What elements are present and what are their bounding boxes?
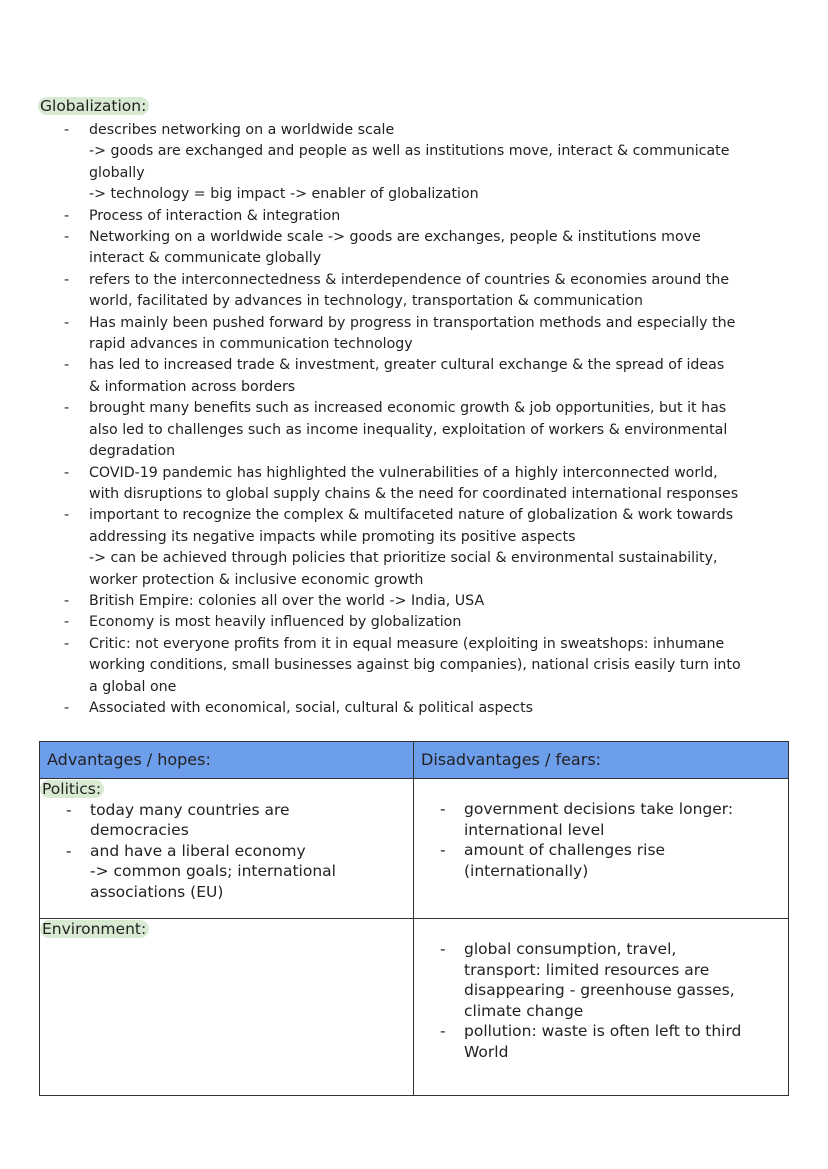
- list-item-line: Critic: not everyone profits from it in equal measure (exploiting in sweatshops: inhumane: [89, 635, 725, 652]
- list-item: [60, 634, 800, 698]
- politics-disadvantages-cell: [414, 779, 789, 919]
- list-item-line: transport: limited resources are: [464, 960, 710, 979]
- list-item: [40, 841, 413, 903]
- list-item-line: World: [464, 1042, 509, 1061]
- dash-bullet: -: [64, 699, 70, 716]
- list-item: [60, 398, 800, 462]
- environment-disadvantages-cell: [414, 919, 789, 1096]
- dash-bullet: -: [64, 229, 70, 246]
- list-item-line: Networking on a worldwide scale -> goods are exchanges, people & institutions move: [89, 229, 701, 246]
- list-item-line: climate change: [464, 1001, 584, 1020]
- list-item-line: global consumption, travel,: [464, 940, 677, 958]
- list-item-line: associations (EU): [90, 882, 224, 901]
- header-disadvantages: Disadvantages / fears:: [414, 742, 789, 779]
- environment-advantages-cell: [40, 919, 414, 1096]
- list-item: [414, 1021, 788, 1062]
- dash-bullet: -: [440, 800, 446, 818]
- list-item-line: describes networking on a worldwide scale: [89, 122, 395, 138]
- list-item-line: (internationally): [464, 861, 589, 880]
- list-item-line: Associated with economical, social, cultural & political aspects: [89, 699, 534, 716]
- list-item-line: important to recognize the complex & multifaceted nature of globalization & work towards: [89, 507, 734, 524]
- dash-bullet: -: [64, 400, 70, 417]
- list-item-line: degradation: [89, 443, 176, 460]
- table-header-row: [40, 742, 789, 779]
- list-item: [60, 698, 800, 719]
- list-item-line: globally: [89, 164, 145, 181]
- list-item-line: -> can be achieved through policies that prioritize social & environmental sustainability,: [89, 550, 718, 567]
- list-item: [60, 313, 800, 356]
- dash-bullet: -: [64, 614, 70, 631]
- list-item-line: also led to challenges such as income inequality, exploitation of workers & environmental: [89, 421, 728, 438]
- politics-advantages-list: [40, 800, 413, 903]
- dash-bullet: -: [64, 271, 70, 288]
- dash-bullet: -: [64, 507, 70, 524]
- dash-bullet: -: [66, 841, 72, 860]
- dash-bullet: -: [64, 635, 70, 652]
- list-item: [60, 505, 800, 591]
- dash-bullet: -: [64, 122, 70, 138]
- list-item-line: COVID-19 pandemic has highlighted the vulnerabilities of a highly interconnected world,: [89, 464, 718, 481]
- list-item-line: amount of challenges rise: [464, 841, 666, 859]
- table-row-environment: [40, 919, 789, 1096]
- highlighted-heading: Globalization:: [38, 97, 149, 115]
- list-item-line: & information across borders: [89, 378, 296, 395]
- dash-bullet: -: [440, 940, 446, 958]
- list-item-line: Economy is most heavily influenced by globalization: [89, 614, 462, 631]
- politics-advantages-cell: [40, 779, 414, 919]
- list-item-line: a global one: [89, 678, 177, 695]
- list-item: [60, 463, 800, 506]
- list-item: [60, 270, 800, 313]
- dash-bullet: -: [64, 314, 70, 331]
- list-item-line: international level: [464, 820, 605, 839]
- dash-bullet: -: [64, 592, 70, 609]
- list-item-line: and have a liberal economy: [90, 841, 306, 860]
- list-item-line: has led to increased trade & investment, greater cultural exchange & the spread of ideas: [89, 357, 725, 374]
- table-row-politics: [40, 779, 789, 919]
- list-item-line: with disruptions to global supply chains & the need for coordinated international responses: [89, 485, 739, 502]
- dash-bullet: -: [440, 1022, 446, 1040]
- politics-disadvantages-list: [414, 799, 788, 881]
- list-item: [60, 227, 800, 270]
- list-item: [60, 355, 800, 398]
- list-item-line: -> goods are exchanged and people as well as institutions move, interact & communicate: [89, 143, 730, 160]
- politics-label: Politics:: [40, 780, 104, 798]
- list-item: [40, 800, 413, 841]
- list-item: [60, 612, 800, 633]
- list-item-line: world, facilitated by advances in technology, transportation & communication: [89, 293, 644, 310]
- dash-bullet: -: [64, 207, 70, 224]
- list-item-line: rapid advances in communication technology: [89, 336, 413, 353]
- list-item-line: disappearing - greenhouse gasses,: [464, 981, 735, 999]
- comparison-table: [39, 741, 789, 1096]
- list-item: [414, 840, 788, 881]
- list-item-line: addressing its negative impacts while promoting its positive aspects: [89, 528, 576, 545]
- dash-bullet: -: [64, 464, 70, 481]
- list-item-line: -> technology = big impact -> enabler of globalization: [89, 186, 479, 203]
- list-item-line: worker protection & inclusive economic growth: [89, 571, 424, 588]
- list-item-line: -> common goals; international: [90, 862, 336, 880]
- list-item-line: brought many benefits such as increased economic growth & job opportunities, but it has: [89, 400, 727, 417]
- list-item-line: today many countries are: [90, 800, 290, 819]
- page-title: [38, 96, 149, 116]
- list-item: [414, 799, 788, 840]
- list-item: [60, 206, 800, 227]
- list-item: [60, 591, 800, 612]
- list-item: [414, 939, 788, 1021]
- dash-bullet: -: [66, 800, 72, 819]
- notes-list: [60, 120, 800, 719]
- environment-disadvantages-list: [414, 939, 788, 1062]
- list-item-line: refers to the interconnectedness & interdependence of countries & economies around the: [89, 271, 730, 288]
- list-item-line: Process of interaction & integration: [89, 207, 341, 224]
- list-item-line: interact & communicate globally: [89, 250, 322, 267]
- list-item: [60, 120, 800, 206]
- list-item-line: government decisions take longer:: [464, 800, 734, 818]
- list-item-line: pollution: waste is often left to third: [464, 1022, 742, 1040]
- list-item-line: British Empire: colonies all over the world -> India, USA: [89, 592, 485, 609]
- list-item-line: Has mainly been pushed forward by progress in transportation methods and especially the: [89, 314, 736, 331]
- list-item-line: working conditions, small businesses against big companies), national crisis easily turn into: [89, 657, 741, 674]
- dash-bullet: -: [440, 841, 446, 859]
- environment-label: Environment:: [40, 920, 149, 938]
- dash-bullet: -: [64, 357, 70, 374]
- header-advantages: Advantages / hopes:: [40, 742, 414, 779]
- list-item-line: democracies: [90, 821, 189, 839]
